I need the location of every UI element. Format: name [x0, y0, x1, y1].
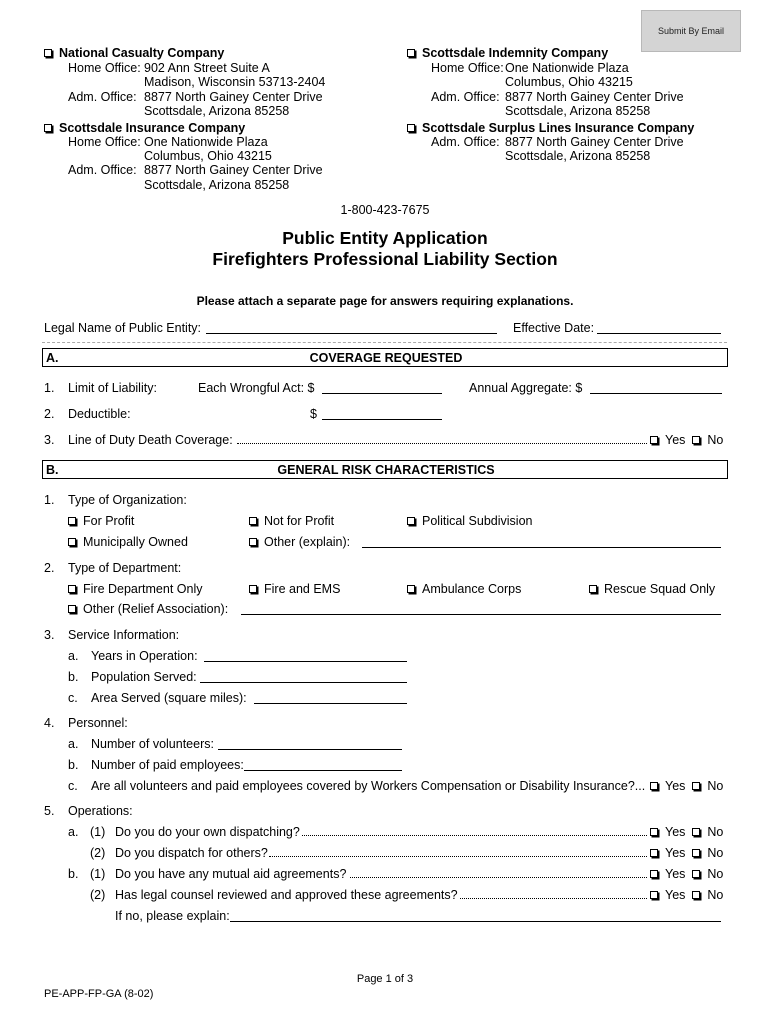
each-wrongful-act-label: Each Wrongful Act: $: [198, 381, 315, 395]
limit-of-liability-label: Limit of Liability:: [68, 381, 157, 395]
address-line: 8877 North Gainey Center Drive: [505, 135, 684, 149]
deductible-label: Deductible:: [68, 407, 131, 421]
item-number: (2): [90, 888, 106, 902]
checkbox-icon[interactable]: [407, 517, 415, 525]
not-for-profit-option[interactable]: [249, 514, 334, 528]
yes-label: Yes: [665, 779, 686, 793]
population-served-field[interactable]: [200, 682, 407, 683]
adm-office-label: Adm. Office:: [68, 163, 137, 177]
operations-label: Operations:: [68, 804, 133, 818]
option-label: Not for Profit: [264, 514, 335, 528]
no-checkbox[interactable]: [692, 891, 700, 899]
item-letter: a.: [68, 737, 79, 751]
political-subdivision-option[interactable]: [407, 514, 532, 528]
national-casualty-option[interactable]: [44, 46, 224, 60]
yes-checkbox[interactable]: [650, 828, 658, 836]
home-office-label: Home Office:: [431, 61, 504, 75]
leader-dots: [302, 835, 647, 836]
other-explain-field[interactable]: [362, 547, 721, 548]
page-title: Public Entity Application: [282, 228, 488, 248]
checkbox-icon[interactable]: [68, 538, 76, 546]
effective-date-field[interactable]: [597, 333, 721, 334]
checkbox-icon[interactable]: [407, 49, 415, 57]
own-dispatching-question: Do you do your own dispatching?: [115, 825, 300, 839]
section-title: GENERAL RISK CHARACTERISTICS: [277, 463, 495, 477]
leader-dots: [350, 877, 647, 878]
dispatch-for-others-question: Do you dispatch for others?: [115, 846, 268, 860]
b5-number: 5.: [44, 804, 55, 818]
page-subtitle: Firefighters Professional Liability Section: [212, 249, 558, 269]
no-label: No: [707, 825, 724, 839]
company-name: National Casualty Company: [59, 46, 225, 60]
yes-label: Yes: [665, 846, 686, 860]
area-served-label: Area Served (square miles):: [91, 691, 247, 705]
number-of-paid-employees-field[interactable]: [244, 770, 402, 771]
leader-dots: [237, 443, 647, 444]
adm-office-label: Adm. Office:: [431, 135, 500, 149]
scottsdale-insurance-option[interactable]: [44, 121, 245, 135]
legal-name-label: Legal Name of Public Entity:: [44, 321, 202, 335]
home-office-label: Home Office:: [68, 61, 141, 75]
no-checkbox[interactable]: [692, 436, 700, 444]
no-checkbox[interactable]: [692, 870, 700, 878]
number-of-paid-employees-label: Number of paid employees:: [91, 758, 244, 772]
section-letter: B.: [46, 463, 59, 477]
divider: [42, 342, 727, 343]
section-b-header: [42, 460, 728, 479]
address-line: 8877 North Gainey Center Drive: [144, 163, 323, 177]
yes-label: Yes: [665, 825, 686, 839]
yes-label: Yes: [665, 867, 686, 881]
yes-no-choice: [650, 779, 723, 793]
company-name: Scottsdale Insurance Company: [59, 121, 246, 135]
company-name: Scottsdale Surplus Lines Insurance Company: [422, 121, 695, 135]
rescue-squad-only-option[interactable]: [589, 582, 715, 596]
checkbox-icon[interactable]: [589, 585, 597, 593]
annual-aggregate-field[interactable]: [590, 393, 722, 394]
dollar-sign: $: [310, 407, 317, 421]
checkbox-icon[interactable]: [44, 49, 52, 57]
leader-dots: [460, 898, 647, 899]
address-line: One Nationwide Plaza: [144, 135, 268, 149]
fire-department-only-option[interactable]: [68, 582, 202, 596]
checkbox-icon[interactable]: [249, 538, 257, 546]
option-label: Other (Relief Association):: [83, 602, 229, 616]
yes-checkbox[interactable]: [650, 782, 658, 790]
yes-no-choice: [650, 846, 723, 860]
legal-name-field[interactable]: [206, 333, 497, 334]
checkbox-icon[interactable]: [249, 517, 257, 525]
address-line: Columbus, Ohio 43215: [144, 149, 272, 163]
section-title: COVERAGE REQUESTED: [309, 351, 463, 365]
ambulance-corps-option[interactable]: [407, 582, 521, 596]
yes-checkbox[interactable]: [650, 436, 658, 444]
item-letter: a.: [68, 649, 79, 663]
workers-comp-question: Are all volunteers and paid employees covered by Workers Compensation or Disability Insurance?...: [91, 779, 646, 793]
checkbox-icon[interactable]: [68, 585, 76, 593]
address-line: Columbus, Ohio 43215: [505, 75, 633, 89]
b2-number: 2.: [44, 561, 55, 575]
item-letter: b.: [68, 758, 79, 772]
form-id: PE-APP-FP-GA (8-02): [44, 988, 154, 1000]
explain-field[interactable]: [230, 921, 721, 922]
item-number: (2): [90, 846, 106, 860]
b3-number: 3.: [44, 628, 55, 642]
instruction-text: Please attach a separate page for answers requiring explanations.: [196, 294, 574, 308]
mutual-aid-question: Do you have any mutual aid agreements?: [115, 867, 347, 881]
scottsdale-indemnity-option[interactable]: [407, 46, 608, 60]
address-line: 8877 North Gainey Center Drive: [505, 90, 684, 104]
explain-label: If no, please explain:: [115, 909, 230, 923]
adm-office-label: Adm. Office:: [431, 90, 500, 104]
yes-checkbox[interactable]: [650, 870, 658, 878]
scottsdale-surplus-lines-option[interactable]: [407, 121, 694, 135]
line-of-duty-label: Line of Duty Death Coverage:: [68, 433, 233, 447]
no-label: No: [707, 779, 724, 793]
yes-no-choice: [650, 888, 723, 902]
item-letter: b.: [68, 867, 79, 881]
q2-number: 2.: [44, 407, 55, 421]
no-label: No: [707, 867, 724, 881]
adm-office-label: Adm. Office:: [68, 90, 137, 104]
item-letter: a.: [68, 825, 79, 839]
municipally-owned-option[interactable]: [68, 535, 188, 549]
service-information-label: Service Information:: [68, 628, 180, 642]
section-a-header: [42, 348, 728, 367]
address-line: Scottsdale, Arizona 85258: [505, 149, 651, 163]
address-line: 8877 North Gainey Center Drive: [144, 90, 323, 104]
each-wrongful-act-field[interactable]: [322, 393, 442, 394]
effective-date-label: Effective Date:: [513, 321, 595, 335]
q1-number: 1.: [44, 381, 55, 395]
no-label: No: [707, 433, 724, 447]
checkbox-icon[interactable]: [44, 124, 52, 132]
submit-by-email-button[interactable]: Submit By Email: [641, 10, 741, 52]
other-relief-association-option[interactable]: [68, 602, 228, 616]
checkbox-icon[interactable]: [68, 605, 76, 613]
years-in-operation-field[interactable]: [204, 661, 407, 662]
option-label: Municipally Owned: [83, 535, 188, 549]
b4-number: 4.: [44, 716, 55, 730]
yes-no-choice: [650, 867, 723, 881]
phone-number: 1-800-423-7675: [340, 203, 430, 217]
yes-checkbox[interactable]: [650, 849, 658, 857]
fire-and-ems-option[interactable]: [249, 582, 340, 596]
other-explain-option[interactable]: [249, 535, 350, 549]
item-number: (1): [90, 867, 106, 881]
option-label: Fire Department Only: [83, 582, 203, 596]
option-label: Political Subdivision: [422, 514, 533, 528]
item-number: (1): [90, 825, 106, 839]
option-label: Ambulance Corps: [422, 582, 522, 596]
address-line: One Nationwide Plaza: [505, 61, 629, 75]
checkbox-icon[interactable]: [68, 517, 76, 525]
option-label: Rescue Squad Only: [604, 582, 716, 596]
option-label: For Profit: [83, 514, 135, 528]
annual-aggregate-label: Annual Aggregate: $: [469, 381, 583, 395]
leader-dots: [269, 856, 647, 857]
department-type-label: Type of Department:: [68, 561, 182, 575]
yes-label: Yes: [665, 433, 686, 447]
q3-number: 3.: [44, 433, 55, 447]
for-profit-option[interactable]: [68, 514, 134, 528]
address-line: 902 Ann Street Suite A: [144, 61, 270, 75]
address-line: Scottsdale, Arizona 85258: [505, 104, 651, 118]
address-line: Madison, Wisconsin 53713-2404: [144, 75, 326, 89]
company-name: Scottsdale Indemnity Company: [422, 46, 609, 60]
personnel-label: Personnel:: [68, 716, 128, 730]
checkbox-icon[interactable]: [249, 585, 257, 593]
yes-label: Yes: [665, 888, 686, 902]
number-of-volunteers-label: Number of volunteers:: [91, 737, 214, 751]
checkbox-icon[interactable]: [407, 124, 415, 132]
b1-number: 1.: [44, 493, 55, 507]
address-line: Scottsdale, Arizona 85258: [144, 178, 290, 192]
item-letter: c.: [68, 779, 78, 793]
no-checkbox[interactable]: [692, 849, 700, 857]
address-line: Scottsdale, Arizona 85258: [144, 104, 290, 118]
number-of-volunteers-field[interactable]: [218, 749, 402, 750]
area-served-field[interactable]: [254, 703, 407, 704]
page-number: Page 1 of 3: [356, 973, 414, 985]
years-in-operation-label: Years in Operation:: [91, 649, 198, 663]
legal-counsel-question: Has legal counsel reviewed and approved these agreements?: [115, 888, 458, 902]
yes-no-choice: [650, 825, 723, 839]
checkbox-icon[interactable]: [407, 585, 415, 593]
no-checkbox[interactable]: [692, 782, 700, 790]
organization-type-label: Type of Organization:: [68, 493, 187, 507]
item-letter: b.: [68, 670, 79, 684]
option-label: Fire and EMS: [264, 582, 341, 596]
deductible-field[interactable]: [322, 419, 442, 420]
no-checkbox[interactable]: [692, 828, 700, 836]
population-served-label: Population Served:: [91, 670, 197, 684]
section-letter: A.: [46, 351, 59, 365]
other-relief-association-field[interactable]: [241, 614, 721, 615]
no-label: No: [707, 888, 724, 902]
no-label: No: [707, 846, 724, 860]
yes-checkbox[interactable]: [650, 891, 658, 899]
option-label: Other (explain):: [264, 535, 351, 549]
item-letter: c.: [68, 691, 78, 705]
home-office-label: Home Office:: [68, 135, 141, 149]
yes-no-choice: [650, 433, 723, 447]
